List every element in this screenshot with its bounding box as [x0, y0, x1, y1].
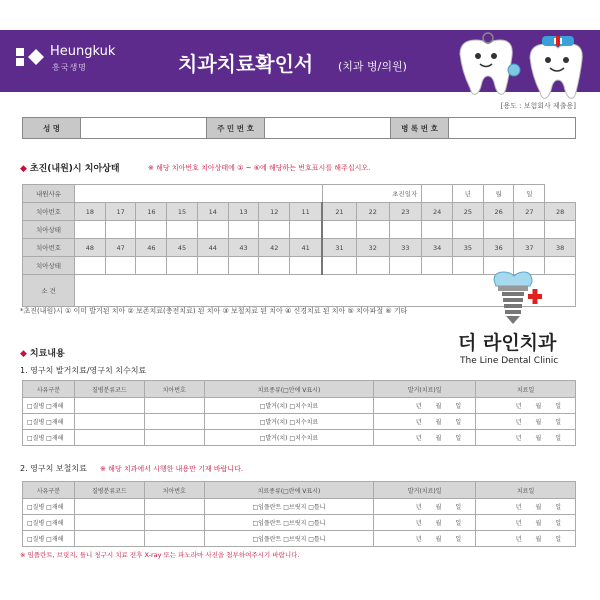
disease-code-cell[interactable]: [74, 430, 144, 446]
treatment-date-cell[interactable]: 년 월 일: [476, 531, 576, 547]
table-row: [23, 430, 576, 446]
page-subtitle: (치과 병/의원): [338, 60, 407, 73]
upper-tooth-state-label: 치아상태: [23, 221, 75, 239]
reason-checkbox-cell[interactable]: □질병 □재해: [23, 515, 75, 531]
name-label: 성 명: [23, 118, 81, 139]
usage-note: [용도 : 보험회사 제출용]: [500, 102, 576, 110]
tooth-state-cell[interactable]: [356, 221, 389, 239]
disease-code-cell[interactable]: [74, 414, 144, 430]
xray-footnote: ※ 임플란트, 브릿지, 틀니 청구시 치료 전후 X-ray 또는 파노라마 사진을 첨부하여주시기 바랍니다.: [20, 551, 300, 559]
tooth-number-cell: 22: [356, 203, 389, 221]
tooth-number-cell: 12: [259, 203, 290, 221]
column-header: 질병분류코드: [74, 381, 144, 398]
column-header: 치아번호: [144, 381, 204, 398]
tooth-number-field[interactable]: [144, 515, 204, 531]
column-header: 사유구분: [23, 381, 75, 398]
extraction-date-cell[interactable]: 년 월 일: [374, 515, 476, 531]
column-header: 치료종류(□란에 V표시): [204, 482, 374, 499]
column-header: 치아번호: [144, 482, 204, 499]
reason-checkbox-cell[interactable]: □질병 □재해: [23, 414, 75, 430]
tooth-number-field[interactable]: [144, 430, 204, 446]
tooth-number-cell: 21: [322, 203, 356, 221]
tooth-state-cell[interactable]: [422, 221, 453, 239]
treatment-date-cell[interactable]: 년 월 일: [476, 515, 576, 531]
tooth-number-cell: 24: [422, 203, 453, 221]
column-header: 사유구분: [23, 482, 75, 499]
tooth-number-cell: 23: [389, 203, 422, 221]
column-header: 질병분류코드: [74, 482, 144, 499]
treatment-date-cell[interactable]: 년 월 일: [476, 430, 576, 446]
tooth-number-cell: 44: [197, 239, 228, 257]
tooth-number-cell: 28: [545, 203, 576, 221]
lower-tooth-state-label: 치아상태: [23, 257, 75, 275]
tooth-number-cell: 14: [197, 203, 228, 221]
section-initial-title: ◆ 초진(내원)시 치아상태: [20, 164, 120, 174]
disease-code-cell[interactable]: [74, 515, 144, 531]
tooth-state-cell[interactable]: [290, 221, 322, 239]
table-row: [23, 515, 576, 531]
logo-korean-name: 흥국생명: [52, 63, 87, 72]
tooth-number-cell: 38: [545, 239, 576, 257]
tooth-number-cell: 31: [322, 239, 356, 257]
column-header: 발거(치료)일: [374, 482, 476, 499]
tooth-number-field[interactable]: [144, 414, 204, 430]
tooth-number-cell: 45: [167, 239, 198, 257]
table-row: [23, 499, 576, 515]
tooth-state-cell[interactable]: [75, 257, 106, 275]
visit-reason-label: 내원사유: [23, 185, 75, 203]
tooth-number-cell: 41: [290, 239, 322, 257]
tooth-state-cell[interactable]: [105, 257, 136, 275]
extraction-table: [22, 380, 576, 446]
clinic-name-korean: 더 라인치과: [458, 332, 557, 354]
section-initial-note: ※ 해당 치아번호 치아상태에 ① ~ ⑥에 해당하는 번호표시를 해주십시오.: [148, 164, 371, 172]
reason-checkbox-cell[interactable]: □질병 □재해: [23, 398, 75, 414]
dental-implant-icon: [488, 270, 544, 326]
treatment-type-cell[interactable]: □임플란트 □브릿지 □틀니: [204, 515, 374, 531]
reason-checkbox-cell[interactable]: □질병 □재해: [23, 531, 75, 547]
diamond-bullet-icon: ◆: [20, 164, 27, 174]
column-header: 치료종류(□안에 V표시): [204, 381, 374, 398]
clinic-name-english: The Line Dental Clinic: [460, 356, 559, 366]
table-row: [23, 398, 576, 414]
tooth-number-field[interactable]: [144, 531, 204, 547]
tooth-state-cell[interactable]: [322, 257, 356, 275]
tooth-number-cell: 48: [75, 239, 106, 257]
observation-label: 소 견: [23, 275, 75, 307]
tooth-state-cell[interactable]: [197, 257, 228, 275]
tooth-state-cell[interactable]: [105, 221, 136, 239]
upper-tooth-no-label: 치아번호: [23, 203, 75, 221]
disease-code-cell[interactable]: [74, 499, 144, 515]
tooth-state-cell[interactable]: [136, 257, 167, 275]
first-visit-field[interactable]: [422, 185, 453, 203]
tooth-state-cell[interactable]: [75, 221, 106, 239]
page-title: 치과치료확인서: [178, 52, 314, 76]
tooth-state-cell[interactable]: [422, 257, 453, 275]
tooth-state-cell[interactable]: [389, 221, 422, 239]
tooth-number-cell: 16: [136, 203, 167, 221]
tooth-number-cell: 32: [356, 239, 389, 257]
treatment-type-cell[interactable]: □발거(치) □치수치료: [204, 398, 374, 414]
extraction-date-cell[interactable]: 년 월 일: [374, 398, 476, 414]
patient-info-table: [22, 117, 576, 139]
rrn-label: 주 민 번 호: [207, 118, 265, 139]
tooth-state-cell[interactable]: [322, 221, 356, 239]
tooth-number-cell: 26: [483, 203, 514, 221]
treatment-type-cell[interactable]: □발거(치) □치수치료: [204, 414, 374, 430]
record-field[interactable]: [449, 118, 576, 139]
tooth-number-cell: 13: [228, 203, 259, 221]
tooth-number-cell: 11: [290, 203, 322, 221]
treatment-type-cell[interactable]: □임플란트 □브릿지 □틀니: [204, 531, 374, 547]
tooth-state-cell[interactable]: [453, 221, 484, 239]
prosthetic-table: [22, 481, 576, 547]
tooth-state-cell[interactable]: [453, 257, 484, 275]
tooth-number-cell: 27: [514, 203, 545, 221]
tooth-number-cell: 43: [228, 239, 259, 257]
disease-code-cell[interactable]: [74, 398, 144, 414]
logo-name: Heungkuk: [50, 44, 116, 59]
tooth-state-cell[interactable]: [545, 221, 576, 239]
tooth-number-cell: 35: [453, 239, 484, 257]
tooth-characters-illustration: [448, 32, 596, 104]
table-row: [23, 531, 576, 547]
tooth-state-cell[interactable]: [228, 221, 259, 239]
record-label: 병 록 번 호: [391, 118, 449, 139]
tooth-number-cell: 34: [422, 239, 453, 257]
tooth-number-cell: 36: [483, 239, 514, 257]
reason-checkbox-cell[interactable]: □질병 □재해: [23, 430, 75, 446]
tooth-state-cell[interactable]: [483, 221, 514, 239]
tooth-number-cell: 42: [259, 239, 290, 257]
tooth-state-cell[interactable]: [228, 257, 259, 275]
first-visit-label: 초진일자: [322, 185, 422, 203]
prosthetic-subsection-note: ※ 해당 치과에서 시행한 내용만 기재 바랍니다.: [100, 465, 244, 473]
treatment-date-cell[interactable]: 년 월 일: [476, 499, 576, 515]
extraction-date-cell[interactable]: 년 월 일: [374, 414, 476, 430]
visit-reason-field[interactable]: [75, 185, 323, 203]
tooth-number-cell: 46: [136, 239, 167, 257]
column-header: 치료일: [476, 482, 576, 499]
tooth-number-field[interactable]: [144, 398, 204, 414]
tooth-state-cell[interactable]: [136, 221, 167, 239]
tooth-number-cell: 18: [75, 203, 106, 221]
diamond-bullet-icon: ◆: [20, 349, 27, 359]
lower-tooth-no-label: 치아번호: [23, 239, 75, 257]
extraction-subsection-title: 1. 영구치 발거치료/영구치 치수치료: [20, 366, 147, 375]
rrn-field[interactable]: [265, 118, 391, 139]
tooth-state-cell[interactable]: [167, 257, 198, 275]
tooth-state-cell[interactable]: [259, 221, 290, 239]
extraction-date-cell[interactable]: 년 월 일: [374, 430, 476, 446]
tooth-state-cell[interactable]: [167, 221, 198, 239]
name-field[interactable]: [81, 118, 207, 139]
tooth-number-cell: 37: [514, 239, 545, 257]
disease-code-cell[interactable]: [74, 531, 144, 547]
column-header: 발거(치료)일: [374, 381, 476, 398]
tooth-state-cell[interactable]: [545, 257, 576, 275]
treatment-type-cell[interactable]: □발거(치) □치수치료: [204, 430, 374, 446]
tooth-state-cell[interactable]: [389, 257, 422, 275]
heungkuk-logo-icon: [14, 42, 44, 72]
tooth-state-legend: *초진(내원)시 ① 이미 발거된 치아 ② 보존치료(충전치료) 된 치아 ③ 보철치료 된 치아 ④ 신경치료 된 치아 ⑤ 치아파절 ⑥ 기타: [20, 307, 408, 315]
tooth-state-cell[interactable]: [290, 257, 322, 275]
tooth-number-field[interactable]: [144, 499, 204, 515]
table-row: [23, 414, 576, 430]
treatment-date-cell[interactable]: 년 월 일: [476, 398, 576, 414]
tooth-number-cell: 25: [453, 203, 484, 221]
date-month: 월: [483, 185, 514, 203]
prosthetic-subsection-title: 2. 영구치 보철치료: [20, 464, 87, 473]
reason-checkbox-cell[interactable]: □질병 □재해: [23, 499, 75, 515]
section-treatment-title: ◆ 치료내용: [20, 349, 65, 359]
tooth-number-cell: 15: [167, 203, 198, 221]
tooth-number-cell: 17: [105, 203, 136, 221]
extraction-date-cell[interactable]: 년 월 일: [374, 531, 476, 547]
tooth-state-cell[interactable]: [197, 221, 228, 239]
treatment-type-cell[interactable]: □임플란트 □브릿지 □틀니: [204, 499, 374, 515]
treatment-date-cell[interactable]: 년 월 일: [476, 414, 576, 430]
tooth-number-cell: 33: [389, 239, 422, 257]
tooth-number-cell: 47: [105, 239, 136, 257]
date-day: 일: [514, 185, 545, 203]
tooth-state-cell[interactable]: [259, 257, 290, 275]
date-year: 년: [453, 185, 484, 203]
column-header: 치료일: [476, 381, 576, 398]
extraction-date-cell[interactable]: 년 월 일: [374, 499, 476, 515]
tooth-state-cell[interactable]: [356, 257, 389, 275]
tooth-state-cell[interactable]: [514, 221, 545, 239]
